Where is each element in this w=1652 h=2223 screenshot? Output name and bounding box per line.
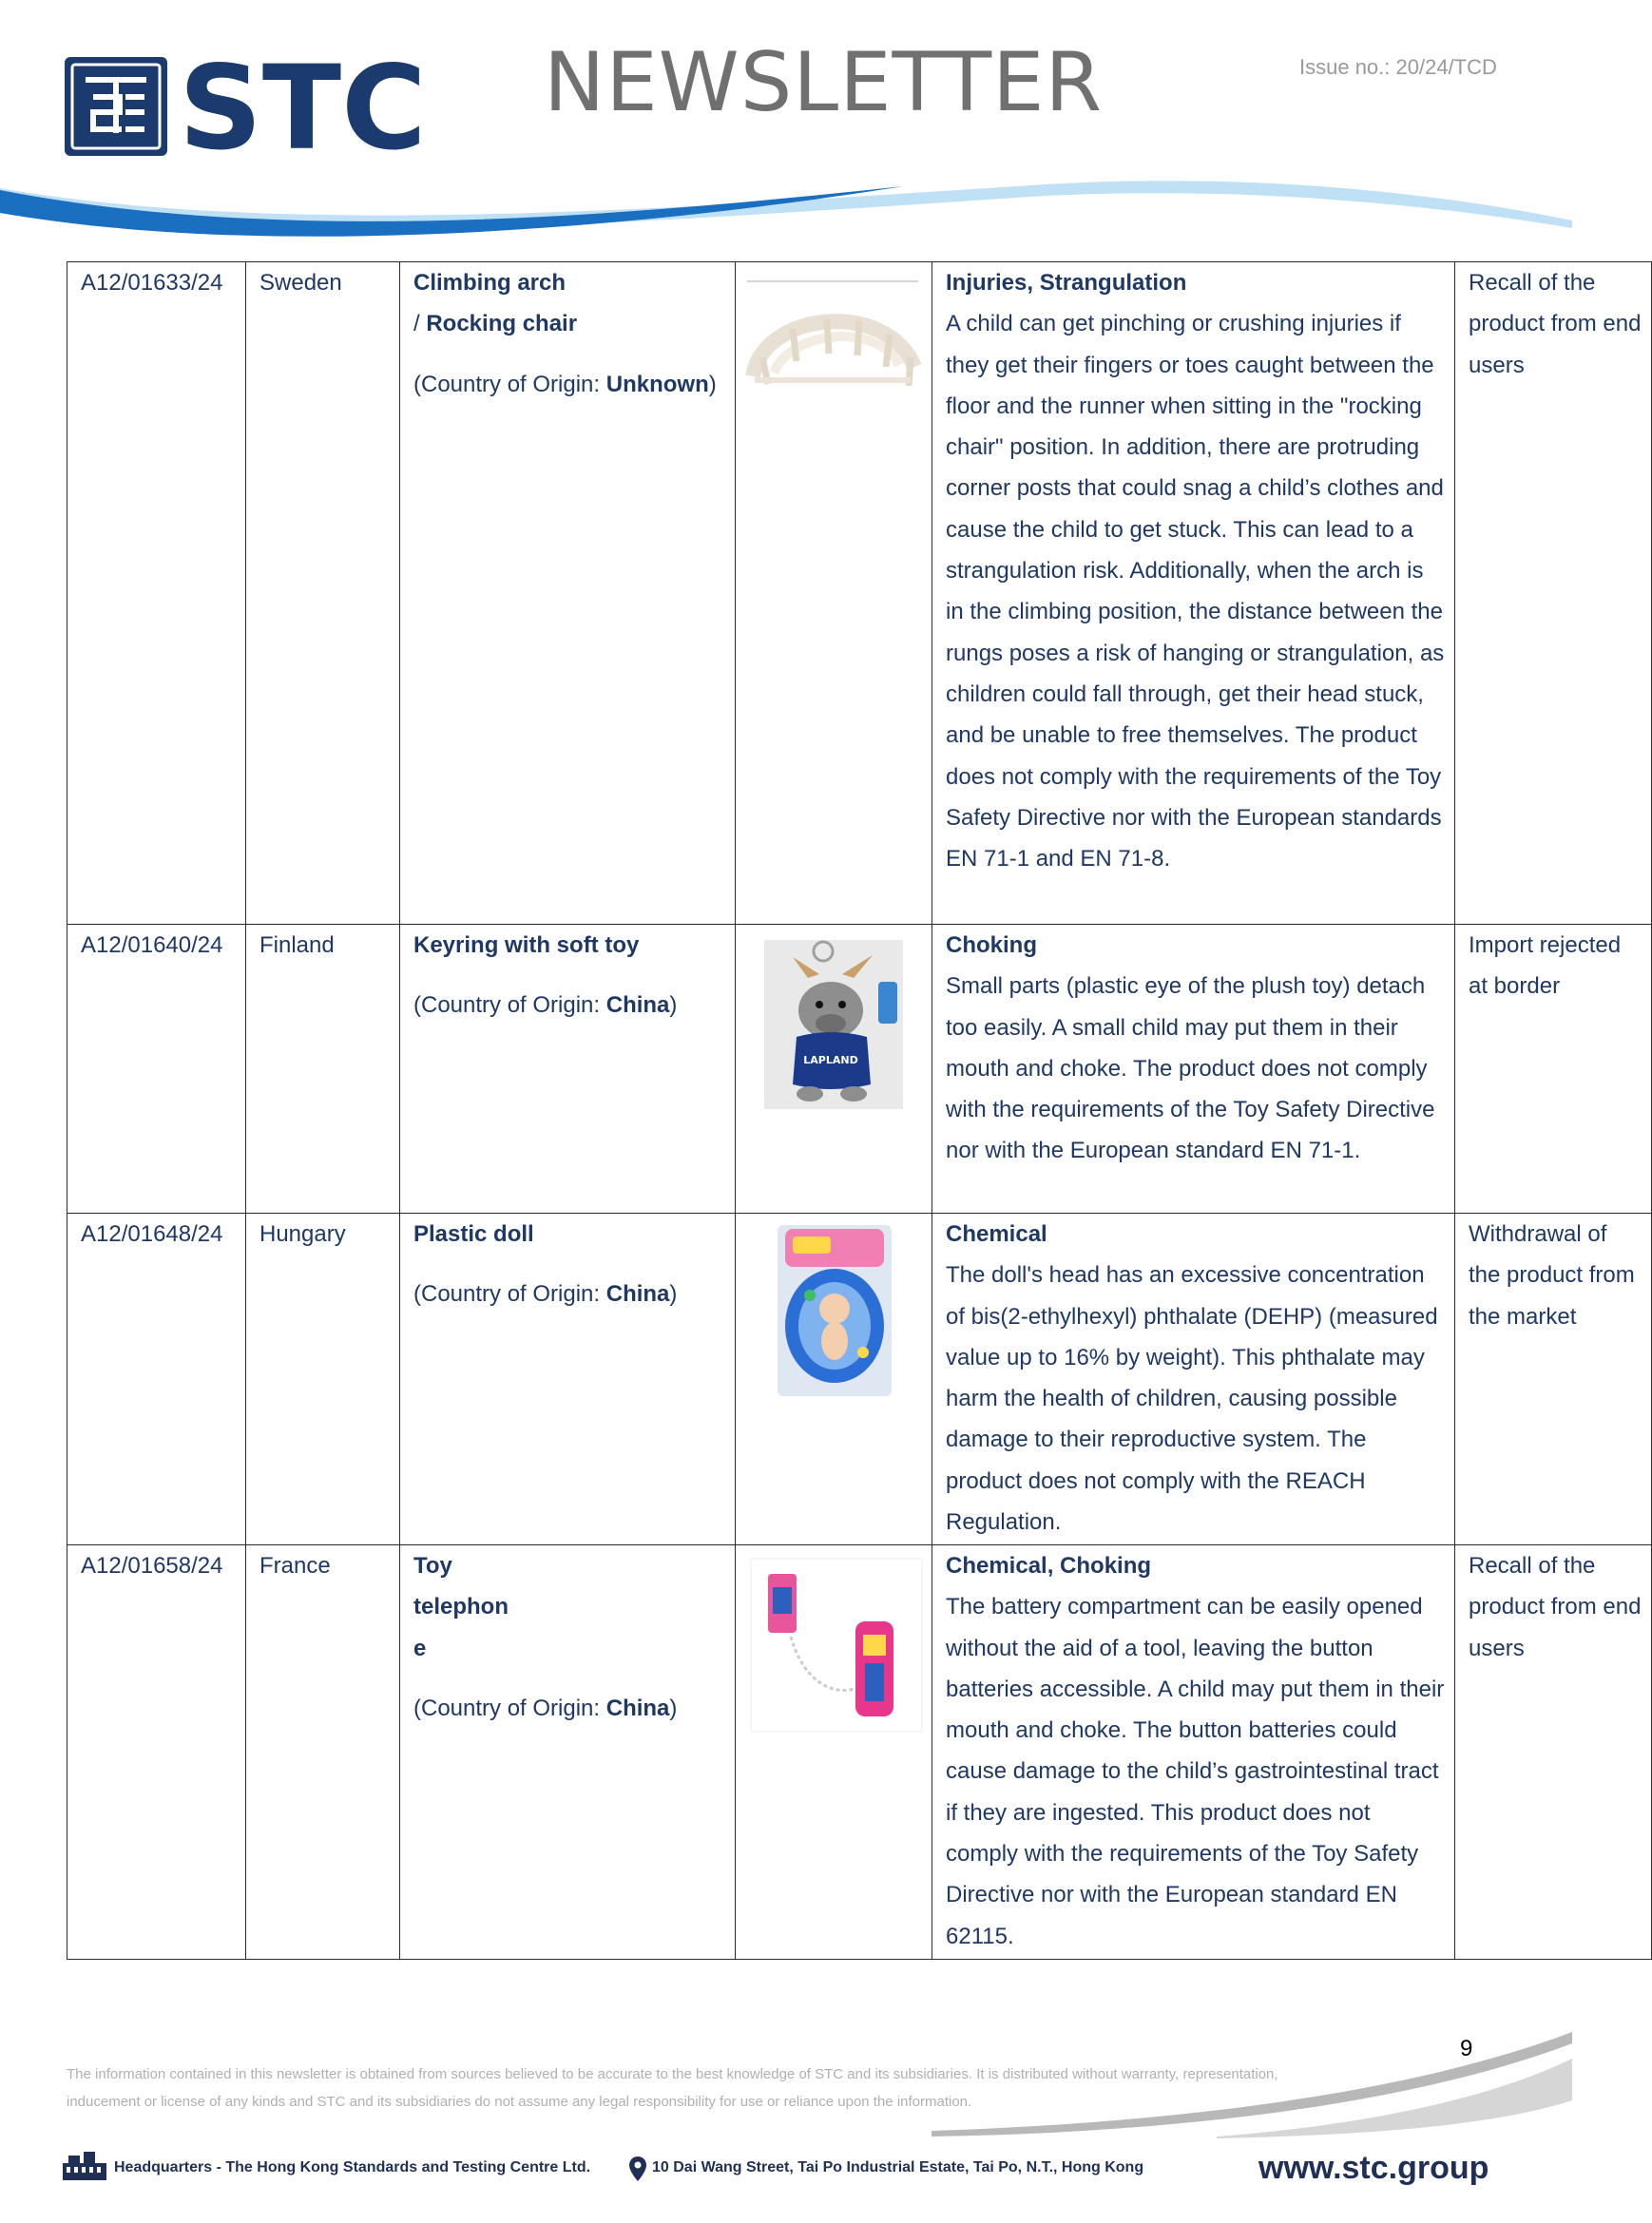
product-image-cell <box>736 262 932 925</box>
origin-country: China <box>605 1281 670 1308</box>
origin-country: Unknown <box>605 371 709 397</box>
product-name: Climbing arch <box>413 270 567 296</box>
risk-cell <box>932 262 1455 925</box>
product-image-cell <box>736 1214 932 1545</box>
toy-telephone-image <box>736 1545 932 1735</box>
product-cell <box>400 925 736 1214</box>
origin-label: (Country of Origin: <box>413 371 606 397</box>
website-link[interactable]: www.stc.group <box>1258 2150 1489 2186</box>
table-row <box>67 262 1652 925</box>
origin-label: (Country of Origin: <box>413 992 606 1019</box>
stc-logo <box>65 41 447 176</box>
location-pin-icon <box>628 2156 647 2182</box>
risk-description: The battery compartment can be easily opened without the aid of a tool, leaving the button batteries accessible. A child may put them in their mouth and choke. The button batteries could cause damage to the child’s gastrointestinal tract if they are ingested. This product does not comply with the requirements of the Toy Safety Directive nor with the European standard EN 62115. <box>946 1594 1445 1949</box>
risk-cell <box>932 925 1455 1214</box>
notifying-country: Sweden <box>246 262 400 925</box>
product-image-cell <box>736 925 932 1214</box>
headquarters-text: Headquarters - The Hong Kong Standards and Testing Centre Ltd. <box>114 2159 591 2175</box>
origin-label: (Country of Origin: <box>413 1695 606 1721</box>
measure-cell: Withdrawal of the product from the market <box>1455 1214 1652 1545</box>
measure-cell: Recall of the product from end users <box>1455 1545 1652 1960</box>
product-separator: / <box>413 311 427 337</box>
notifying-country: Finland <box>246 925 400 1214</box>
notifying-country: France <box>246 1545 400 1960</box>
risk-type: Injuries, Strangulation <box>946 270 1187 296</box>
risk-cell <box>932 1545 1455 1960</box>
product-name: Plastic doll <box>413 1221 534 1247</box>
origin-label: (Country of Origin: <box>413 1281 606 1308</box>
table-row <box>67 925 1652 1214</box>
origin-country: China <box>605 1695 670 1721</box>
disclaimer-text: The information contained in this newsletter is obtained from sources believed to be accurate to the best knowledge of STC and its subsidiaries. It is distributed without warranty, representation, inducement or license of any kinds and STC and its subsidiaries do not assume any legal responsibility for use or reliance upon the information. <box>67 2066 1278 2110</box>
risk-type: Chemical, Choking <box>946 1553 1152 1579</box>
notifying-country: Hungary <box>246 1214 400 1545</box>
notification-ref: A12/01658/24 <box>67 1545 246 1960</box>
product-name-alt: Rocking chair <box>426 311 578 337</box>
origin-country: China <box>605 992 670 1019</box>
risk-cell <box>932 1214 1455 1545</box>
notification-ref: A12/01640/24 <box>67 925 246 1214</box>
product-name: Toy telephone <box>413 1553 509 1661</box>
risk-type: Chemical <box>946 1221 1047 1247</box>
notification-ref: A12/01633/24 <box>67 262 246 925</box>
risk-description: Small parts (plastic eye of the plush toy) detach too easily. A small child may put them in their mouth and choke. The product does not comply with the requirements of the Toy Safety Directive nor with the European standard EN 71-1. <box>946 973 1435 1164</box>
measure-cell: Recall of the product from end users <box>1455 262 1652 925</box>
product-cell <box>400 1214 736 1545</box>
climbing-arch-image <box>736 262 932 452</box>
measure-cell: Import rejected at border <box>1455 925 1652 1214</box>
newsletter-title: NEWSLETTER <box>544 35 1104 130</box>
address-text: 10 Dai Wang Street, Tai Po Industrial Estate, Tai Po, N.T., Hong Kong <box>652 2159 1144 2175</box>
table-row <box>67 1545 1652 1960</box>
product-cell <box>400 1545 736 1960</box>
issue-number: Issue no.: 20/24/TCD <box>1299 55 1497 79</box>
building-icon <box>61 2150 108 2182</box>
risk-description: The doll's head has an excessive concentration of bis(2-ethylhexyl) phthalate (DEHP) (measured value up to 16% by weight). This phthalate may harm the health of children, causing possible damage to their reproductive system. The product does not comply with the REACH Regulation. <box>946 1262 1438 1536</box>
product-image-cell <box>736 1545 932 1960</box>
product-name: Keyring with soft toy <box>413 932 640 958</box>
risk-type: Choking <box>946 932 1037 958</box>
origin-close: ) <box>669 1695 678 1721</box>
header-swoosh-decoration <box>0 171 1572 257</box>
keyring-soft-toy-image <box>736 925 932 1115</box>
plush-shirt-text: LAPLAND <box>803 1054 858 1066</box>
page-number: 9 <box>1460 2036 1473 2061</box>
origin-close: ) <box>669 1281 678 1308</box>
notification-ref: A12/01648/24 <box>67 1214 246 1545</box>
origin-close: ) <box>669 992 678 1019</box>
risk-description: A child can get pinching or crushing injuries if they get their fingers or toes caught between the floor and the runner when sitting in the "rocking chair" position. In addition, there are protruding corner posts that could snag a child’s clothes and cause the child to get stuck. This can lead to a strangulation risk. Additionally, when the arch is in the climbing position, the distance between the rungs poses a risk of hanging or strangulation, as children could fall through, get their head stuck, and be unable to free themselves. The product does not comply with the requirements of the Toy Safety Directive nor with the European standards EN 71-1 and EN 71-8. <box>946 311 1445 872</box>
plastic-doll-image <box>736 1214 932 1404</box>
recall-table <box>67 261 1652 1960</box>
product-cell <box>400 262 736 925</box>
footer-bar <box>61 2150 1515 2188</box>
origin-close: ) <box>708 371 717 397</box>
logo-wordmark: STC <box>179 41 427 176</box>
table-row <box>67 1214 1652 1545</box>
